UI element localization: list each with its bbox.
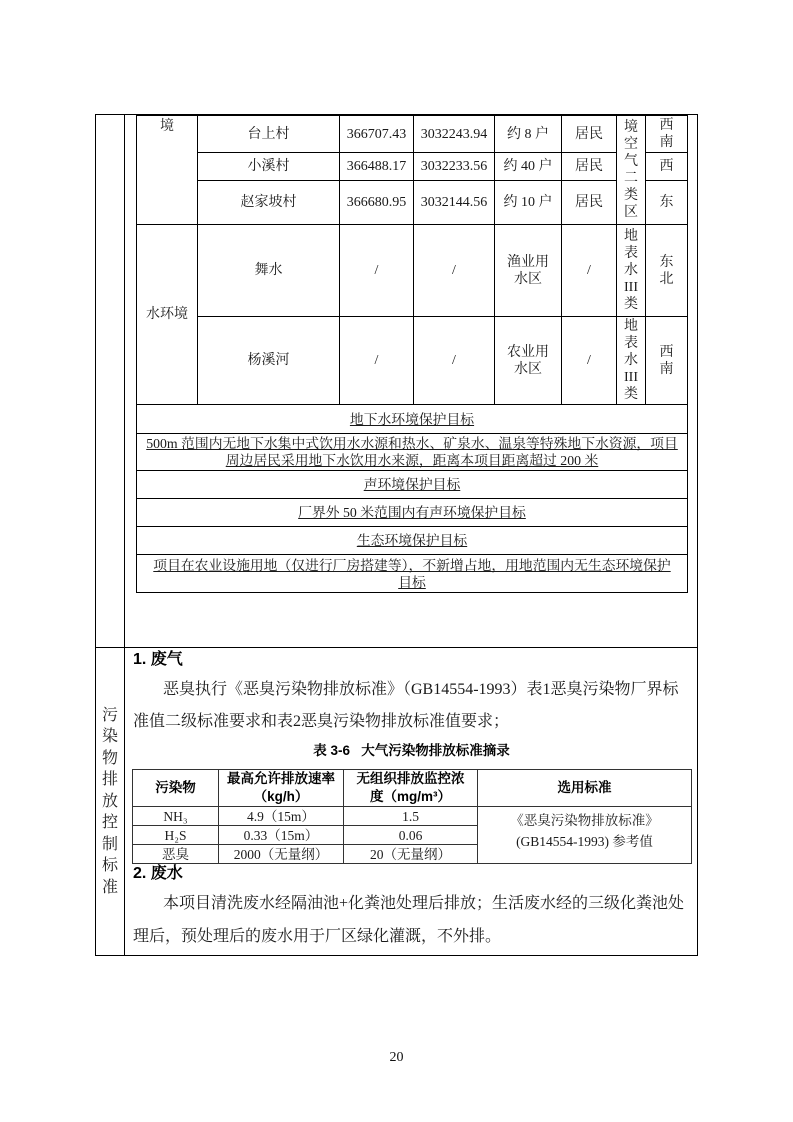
table-row [137,181,688,225]
header-standard [478,770,692,807]
header-max-rate [219,770,344,807]
coord-x: 366707.43 [346,126,407,142]
target-name-cell [198,153,340,181]
direction: 西 [659,159,674,175]
coord-x-cell [340,116,414,153]
coord-x: / [374,263,379,278]
concentration: 1.5 [402,808,419,824]
table-row [137,317,688,405]
groundwater-text-cell [137,434,688,471]
ecology-text-cell [137,555,688,593]
standard-cell [617,225,646,317]
coord-y: / [452,263,456,278]
direction-cell [646,153,688,181]
max-rate: 2000（无量纲） [233,846,329,862]
category-label: 水环境 [146,307,188,322]
coord-y-cell [414,317,495,405]
table-header-row [133,770,692,807]
table-row [137,225,688,317]
max-rate: 0.33（15m） [243,827,319,843]
coord-x-cell [340,153,414,181]
pollutant-cell [133,826,219,845]
table-row [137,405,688,434]
scale: 约 10 户 [503,195,553,210]
protected-object-cell [562,181,617,225]
standard-reference-line: (GB14554-1993) 参考值 [516,834,653,849]
groundwater-heading-cell [137,405,688,434]
direction-cell [646,225,688,317]
table-row [137,434,688,471]
noise-heading-cell [137,471,688,499]
outer-row-divider [95,647,698,648]
category-label: 境 [160,119,174,134]
scale: 约 40 户 [503,159,553,174]
coord-x-cell [340,225,414,317]
header-text: 最高允许排放速率 [227,771,335,786]
scale-cell [495,116,562,153]
direction-cell [646,181,688,225]
direction: 西南 [659,118,674,150]
concentration: 20（无量纲） [370,846,451,862]
environment-protection-table [136,115,688,593]
standard-reference-line: 《恶臭污染物排放标准》 [510,813,659,828]
concentration-cell [344,807,478,826]
table-row [137,555,688,593]
header-text: 选用标准 [557,780,612,795]
environment-standard: 地表水III类 [624,229,638,312]
target-name-cell [198,317,340,405]
page-number: 20 [389,1050,404,1065]
category-cell-water [137,225,198,405]
standard-reference-cell [478,807,692,864]
waste-gas-paragraph-line: 恶臭执行《恶臭污染物排放标准》（GB14554-1993）表1恶臭污染物厂界标 [163,681,679,698]
max-rate-cell [219,845,344,864]
protected-object-cell [562,317,617,405]
waste-water-paragraph-line: 本项目清洗废水经隔油池+化粪池处理后排放；生活废水经的三级化粪池处 [163,895,685,912]
target-name-cell [198,116,340,153]
concentration-cell [344,826,478,845]
ecology-text-line: 项目在农业设施用地（仅进行厂房搭建等），不新增占地，用地范围内无生态环境保护 [153,557,671,573]
protected-object-cell [562,116,617,153]
table-row [133,807,692,826]
coord-y-cell [414,153,495,181]
header-text: 无组织排放监控浓 [356,771,465,786]
protected-object: / [587,263,591,278]
max-rate: 4.9（15m） [247,808,315,824]
scale-cell [495,181,562,225]
table-row [137,527,688,555]
concentration-cell [344,845,478,864]
pollutant: 恶臭 [162,846,189,862]
standard-cell-air [617,116,646,225]
header-concentration [344,770,478,807]
scale: 渔业用水区 [507,254,549,287]
target-name-cell [198,181,340,225]
coord-y: 3032144.56 [420,195,488,210]
protected-object: 居民 [575,159,603,174]
direction: 东北 [659,254,674,287]
table-row [137,153,688,181]
protected-object: 居民 [575,195,603,210]
protected-object-cell [562,153,617,181]
protected-object-cell [562,225,617,317]
category-cell-air [137,116,198,225]
groundwater-heading: 地下水环境保护目标 [349,411,475,427]
protected-object: 居民 [575,126,603,142]
noise-heading: 声环境保护目标 [363,477,461,492]
target-name: 舞水 [254,263,283,278]
table-row [137,471,688,499]
waste-water-heading: 2. 废水 [133,865,183,882]
pollutant-cell [133,845,219,864]
target-name: 赵家坡村 [240,195,297,210]
target-name: 台上村 [247,126,290,142]
ecology-text-line: 目标 [398,574,426,590]
coord-y: / [452,353,456,368]
section-side-label [95,647,125,956]
pollutant: NH₃ [163,808,188,824]
coord-x-cell [340,317,414,405]
ecology-heading: 生态环境保护目标 [356,533,468,548]
air-pollutant-standards-table [132,769,692,864]
target-name: 小溪村 [247,159,290,174]
coord-y: 3032233.56 [420,159,488,174]
coord-x: / [374,353,379,368]
groundwater-text-line: 500m 范围内无地下水集中式饮用水水源和热水、矿泉水、温泉等特殊地下水资源，项目 [146,436,678,451]
direction-cell [646,116,688,153]
pollutant-cell [133,807,219,826]
target-name: 杨溪河 [247,353,290,368]
waste-gas-heading: 1. 废气 [133,651,183,668]
standard-cell [617,317,646,405]
coord-y-cell [414,181,495,225]
direction: 西南 [659,344,674,377]
coord-y-cell [414,225,495,317]
table-caption: 表 3-6 大气污染物排放标准摘录 [313,743,510,758]
concentration: 0.06 [398,827,423,843]
direction: 东 [659,195,674,211]
target-name-cell [198,225,340,317]
table-row [137,116,688,153]
header-pollutant [133,770,219,807]
table-row [137,499,688,527]
direction-cell [646,317,688,405]
ecology-heading-cell [137,527,688,555]
scale: 约 8 户 [507,126,549,142]
groundwater-text-line: 周边居民采用地下水饮用水来源，距离本项目距离超过 200 米 [225,453,599,468]
max-rate-cell [219,807,344,826]
header-text: （kg/h） [253,789,309,804]
coord-y-cell [414,116,495,153]
coord-x-cell [340,181,414,225]
environment-standard: 境空气二类区 [624,120,638,220]
coord-x: 366680.95 [346,195,407,210]
side-label-text: 污染物排放控制标准 [102,706,119,896]
waste-gas-paragraph-line: 准值二级标准要求和表2恶臭污染物排放标准值要求； [133,713,510,730]
coord-y: 3032243.94 [420,126,488,142]
header-text: 污染物 [155,780,196,795]
scale-cell [495,225,562,317]
waste-water-paragraph-line: 理后，预处理后的废水用于厂区绿化灌溉，不外排。 [133,928,502,945]
noise-text-cell [137,499,688,527]
scale-cell [495,317,562,405]
scale-cell [495,153,562,181]
noise-text: 厂界外 50 米范围内有声环境保护目标 [298,505,526,520]
header-text: 度（mg/m³） [370,789,451,804]
coord-x: 366488.17 [346,159,407,174]
protected-object: / [587,353,591,368]
max-rate-cell [219,826,344,845]
scale: 农业用水区 [507,344,549,377]
environment-standard: 地表水III类 [624,319,638,402]
pollutant: H₂S [164,827,187,843]
